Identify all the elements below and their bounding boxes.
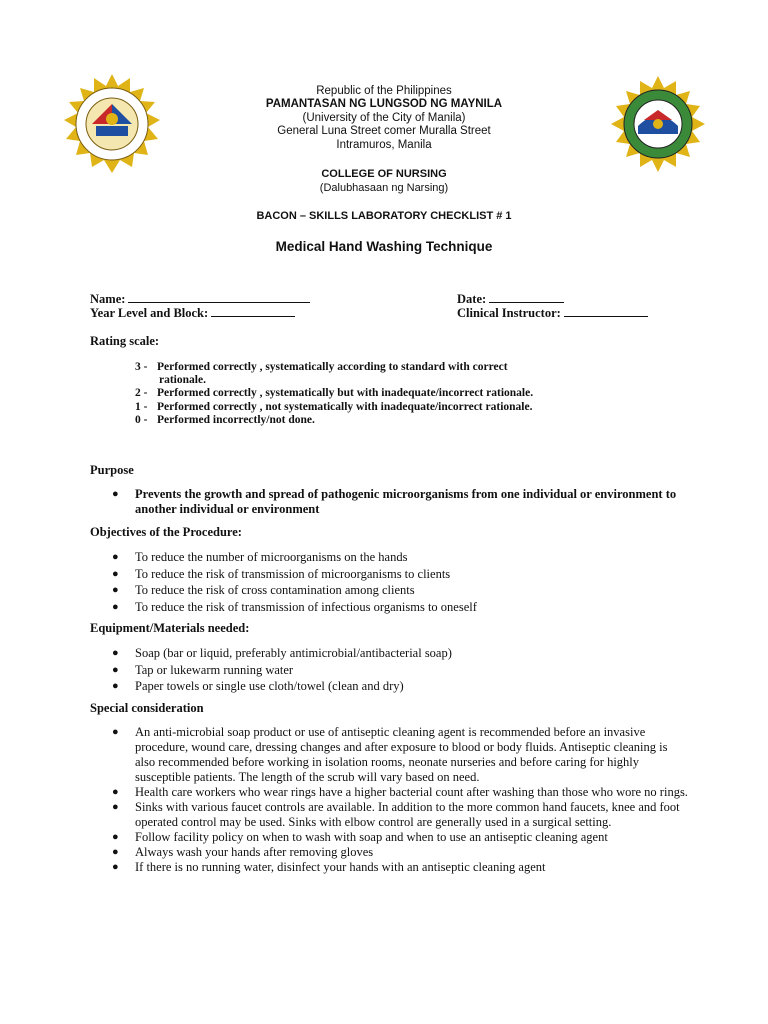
college-name: COLLEGE OF NURSING bbox=[321, 168, 447, 180]
bullet-icon: ● bbox=[112, 831, 119, 843]
list-item-text: To reduce the risk of cross contamination among clients bbox=[135, 583, 415, 597]
rating-item bbox=[135, 414, 655, 427]
bullet-icon: ● bbox=[112, 801, 119, 813]
objectives-list bbox=[90, 549, 710, 615]
list-item-text: If there is no running water, disinfect your hands with an antiseptic cleaning agent bbox=[135, 860, 546, 874]
header-university: PAMANTASAN NG LUNGSOD NG MAYNILA bbox=[265, 98, 503, 111]
bullet-icon: ● bbox=[112, 861, 119, 873]
checklist-title: BACON – SKILLS LABORATORY CHECKLIST # 1 bbox=[256, 210, 512, 222]
bullet-icon: ● bbox=[112, 846, 119, 858]
rating-text: Performed correctly , not systematically with inadequate/incorrect rationale. bbox=[157, 400, 533, 413]
bullet-icon: ● bbox=[112, 663, 119, 676]
list-item bbox=[90, 549, 710, 566]
list-item bbox=[90, 830, 690, 845]
bullet-icon: ● bbox=[112, 680, 119, 692]
list-item bbox=[90, 582, 710, 599]
list-item-text: An anti-microbial soap product or use of antiseptic cleaning agent is recommended before an invasive procedure, wound care, dressing changes and after exposure to blood or body fluids. Antiseptic cleaning is also recommended before working in isolation rooms, neonate nurseries and before caring for highly susceptible patients. The length of the scrub will vary based on need. bbox=[135, 725, 668, 784]
list-item bbox=[90, 645, 710, 662]
date-label: Date: bbox=[457, 292, 487, 306]
rating-item bbox=[135, 401, 655, 414]
year-level-blank[interactable] bbox=[211, 305, 295, 317]
rating-number: 2 - bbox=[135, 387, 148, 400]
rating-text: Performed incorrectly/not done. bbox=[157, 413, 315, 426]
rating-number: 1 - bbox=[135, 400, 148, 413]
special-consideration-title: Special consideration bbox=[90, 701, 204, 715]
list-item bbox=[90, 860, 690, 875]
list-item-text: To reduce the number of microorganisms on the hands bbox=[135, 550, 408, 564]
college-block bbox=[0, 168, 768, 195]
year-level-label: Year Level and Block: bbox=[90, 306, 209, 320]
purpose-list bbox=[90, 487, 690, 517]
header-republic: Republic of the Philippines bbox=[316, 85, 452, 97]
instructor-blank[interactable] bbox=[564, 305, 648, 317]
instructor-label: Clinical Instructor: bbox=[457, 306, 561, 320]
bullet-icon: ● bbox=[112, 488, 119, 500]
header-city: Intramuros, Manila bbox=[336, 138, 432, 151]
list-item bbox=[90, 800, 690, 830]
list-item-text: Follow facility policy on when to wash with soap and when to use an antiseptic cleaning agent bbox=[135, 830, 608, 844]
list-item bbox=[90, 845, 690, 860]
name-blank[interactable] bbox=[128, 291, 310, 303]
date-blank[interactable] bbox=[489, 291, 564, 303]
rating-scale-title: Rating scale: bbox=[90, 334, 160, 348]
rating-text-continued: rationale. bbox=[159, 374, 206, 387]
list-item-text: To reduce the risk of transmission of infectious organisms to oneself bbox=[135, 599, 477, 614]
list-item bbox=[90, 662, 710, 679]
header-street: General Luna Street comer Muralla Street bbox=[277, 125, 491, 138]
year-level-field[interactable] bbox=[90, 305, 295, 321]
list-item bbox=[90, 487, 690, 517]
list-item bbox=[90, 678, 710, 695]
college-subname: (Dalubhasaan ng Narsing) bbox=[319, 181, 449, 194]
rating-text bbox=[157, 361, 508, 387]
bullet-icon: ● bbox=[112, 600, 119, 613]
bullet-icon: ● bbox=[112, 551, 119, 563]
list-item bbox=[90, 725, 690, 785]
page-title: Medical Hand Washing Technique bbox=[275, 239, 493, 254]
list-item-text: Prevents the growth and spread of pathogenic microorganisms from one individual or environment to another individual or environment bbox=[135, 487, 677, 516]
institution-header bbox=[0, 85, 768, 152]
list-item-text: Always wash your hands after removing gloves bbox=[135, 845, 374, 859]
list-item-text: Tap or lukewarm running water bbox=[135, 662, 294, 677]
list-item-text: Soap (bar or liquid, preferably antimicrobial/antibacterial soap) bbox=[135, 646, 452, 660]
list-item-text: Paper towels or single use cloth/towel (clean and dry) bbox=[135, 679, 404, 693]
rating-number: 0 - bbox=[135, 413, 148, 426]
name-label: Name: bbox=[90, 292, 126, 306]
rating-text: Performed correctly , systematically but with inadequate/incorrect rationale. bbox=[157, 387, 534, 400]
instructor-field[interactable] bbox=[457, 305, 648, 321]
header-university-english: (University of the City of Manila) bbox=[302, 111, 466, 124]
equipment-list bbox=[90, 645, 710, 695]
bullet-icon: ● bbox=[112, 567, 119, 580]
bullet-icon: ● bbox=[112, 647, 119, 659]
list-item-text: Sinks with various faucet controls are available. In addition to the more common hand faucets, knee and foot operated control may be used. Sinks with elbow control are generally used in a surgical setting. bbox=[135, 800, 680, 829]
list-item bbox=[90, 566, 710, 583]
list-item-text: To reduce the risk of transmission of microorganisms to clients bbox=[135, 566, 451, 581]
rating-item bbox=[135, 361, 655, 387]
list-item bbox=[90, 599, 710, 616]
list-item bbox=[90, 785, 690, 800]
rating-text-line: Performed correctly , systematically according to standard with correct bbox=[157, 361, 508, 373]
bullet-icon: ● bbox=[112, 726, 119, 738]
purpose-title: Purpose bbox=[90, 463, 134, 477]
special-consideration-list bbox=[90, 725, 690, 875]
equipment-title: Equipment/Materials needed: bbox=[90, 621, 250, 635]
bullet-icon: ● bbox=[112, 786, 119, 798]
list-item-text: Health care workers who wear rings have a higher bacterial count after washing than those who wore no rings. bbox=[135, 785, 688, 799]
objectives-title: Objectives of the Procedure: bbox=[90, 525, 242, 539]
rating-number: 3 - bbox=[135, 361, 148, 373]
rating-item bbox=[135, 387, 655, 400]
rating-scale-list bbox=[135, 361, 655, 427]
bullet-icon: ● bbox=[112, 584, 119, 596]
